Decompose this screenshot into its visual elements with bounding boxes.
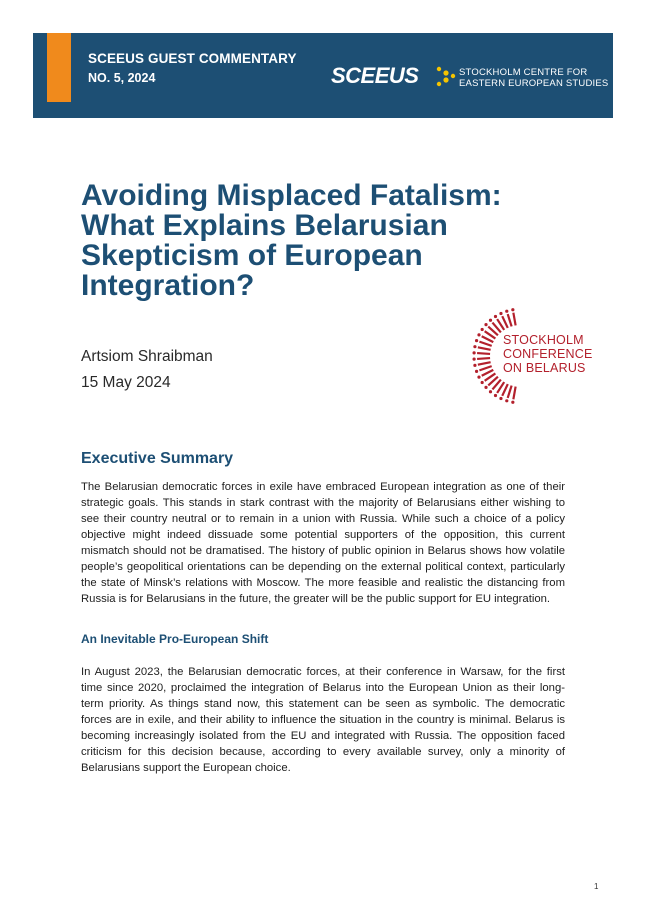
- executive-summary-heading: Executive Summary: [81, 450, 234, 467]
- sceeus-logo-subtitle-1: STOCKHOLM CENTRE FOR: [459, 67, 588, 78]
- conference-logo-line-1: STOCKHOLM: [503, 333, 584, 347]
- publication-date: 15 May 2024: [81, 374, 171, 391]
- header-banner: [33, 33, 613, 118]
- author-name: Artsiom Shraibman: [81, 348, 213, 365]
- section-text: In August 2023, the Belarusian democratic forces, at their conference in Warsaw, for the first time since 2020, proclaimed the integration of Belarus into the European Union as their long-term priority. As things stand now, this statement can be seen as symbolic. The democratic forces are in exile, and their ability to influence the situation in the country is minimal. Belarus is becoming increasingly isolated from the EU and integrated with Russia. The opposition faced criticism for this decision because, according to every available survey, only a minority of Belarusians support the European choice.: [81, 666, 565, 774]
- page-number: 1: [594, 882, 599, 891]
- orange-accent-stripe: [47, 33, 71, 102]
- sceeus-dots-icon: [435, 64, 457, 88]
- series-title: SCEEUS GUEST COMMENTARY: [88, 51, 297, 66]
- executive-summary-text: The Belarusian democratic forces in exile have embraced European integration as one of their strategic goals. This stands in stark contrast with the majority of Belarusians either wishing to see their country neutral or to remain in a union with Russia. While such a choice of a policy objective might indeed dissuade some potential supporters of the opposition, this current mismatch should not be dramatised. The history of public opinion in Belarus shows how volatile people’s geopolitical orientations can be depending on the external political context, particularly the state of Minsk’s relations with Moscow. The more feasible and realistic the distancing from Russia is for Belarusians in the future, the greater will be the public support for EU integration.: [81, 481, 565, 605]
- document-title: Avoiding Misplaced Fatalism: What Explains Belarusian Skepticism of European Integration?: [81, 179, 502, 302]
- sceeus-logo-word: SCEEUS: [331, 63, 419, 88]
- sceeus-logo: [327, 60, 617, 94]
- section-heading: An Inevitable Pro-European Shift: [81, 632, 269, 646]
- conference-logo-line-2: CONFERENCE: [503, 347, 593, 361]
- conference-logo-line-3: ON BELARUS: [503, 361, 586, 375]
- stockholm-conference-logo: [469, 304, 609, 409]
- issue-number: NO. 5, 2024: [88, 71, 156, 85]
- sceeus-logo-subtitle-2: EASTERN EUROPEAN STUDIES: [459, 78, 609, 89]
